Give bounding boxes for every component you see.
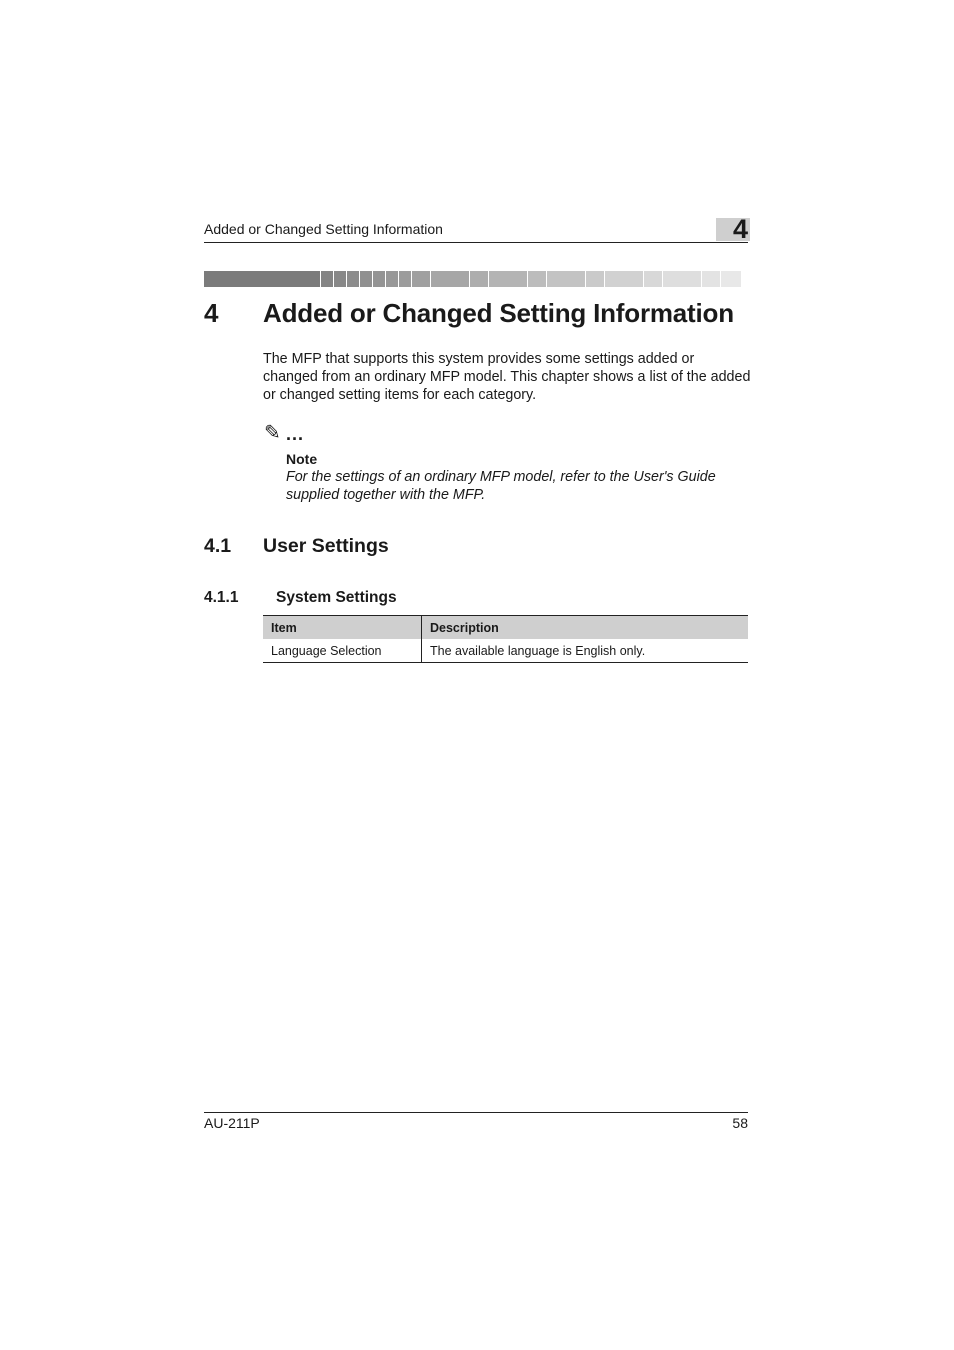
bar-segment <box>386 271 398 287</box>
footer-rule <box>204 1112 748 1113</box>
subsection-number: 4.1.1 <box>204 589 239 606</box>
running-header-title: Added or Changed Setting Information <box>204 221 443 237</box>
table-cell-description: The available language is English only. <box>422 639 749 663</box>
chapter-number: 4 <box>204 298 219 328</box>
bar-segment <box>547 271 585 287</box>
table-header-row <box>263 616 748 640</box>
bar-segment <box>412 271 430 287</box>
page-number: 58 <box>732 1115 748 1131</box>
bar-segment <box>721 271 741 287</box>
decorative-gradient-bar <box>204 271 750 287</box>
note-dots: ... <box>286 424 305 444</box>
bar-segment <box>334 271 346 287</box>
table-row <box>263 639 748 663</box>
bar-segment <box>663 271 701 287</box>
bar-segment <box>528 271 546 287</box>
bar-segment <box>605 271 643 287</box>
bar-segment <box>470 271 488 287</box>
bar-segment <box>399 271 411 287</box>
section-number: 4.1 <box>204 535 232 557</box>
note-text: For the settings of an ordinary MFP model, refer to the User's Guide supplied together with the MFP. <box>286 469 716 503</box>
bar-segment <box>586 271 604 287</box>
bar-segment <box>431 271 469 287</box>
settings-table <box>263 615 748 663</box>
bar-segment <box>360 271 372 287</box>
chapter-tab-number: 4 <box>733 214 749 244</box>
subsection-title: System Settings <box>276 589 397 606</box>
column-header-item: Item <box>263 616 422 640</box>
bar-segment <box>373 271 385 287</box>
chapter-title: Added or Changed Setting Information <box>263 298 734 328</box>
column-header-description: Description <box>422 616 749 640</box>
bar-segment <box>204 271 320 287</box>
header-rule <box>204 242 748 243</box>
section-title: User Settings <box>263 535 389 557</box>
bar-segment <box>489 271 527 287</box>
bar-segment <box>347 271 359 287</box>
bar-segment <box>644 271 662 287</box>
pencil-icon: ✎ <box>264 422 281 444</box>
bar-segment <box>321 271 333 287</box>
note-label: Note <box>286 451 318 467</box>
intro-paragraph: The MFP that supports this system provides some settings added or changed from an ordinary MFP model. This chapter shows a list of the added or changed setting items for each category. <box>263 351 751 403</box>
footer-model: AU-211P <box>204 1115 260 1131</box>
table-cell-item: Language Selection <box>263 639 422 663</box>
bar-segment <box>702 271 720 287</box>
